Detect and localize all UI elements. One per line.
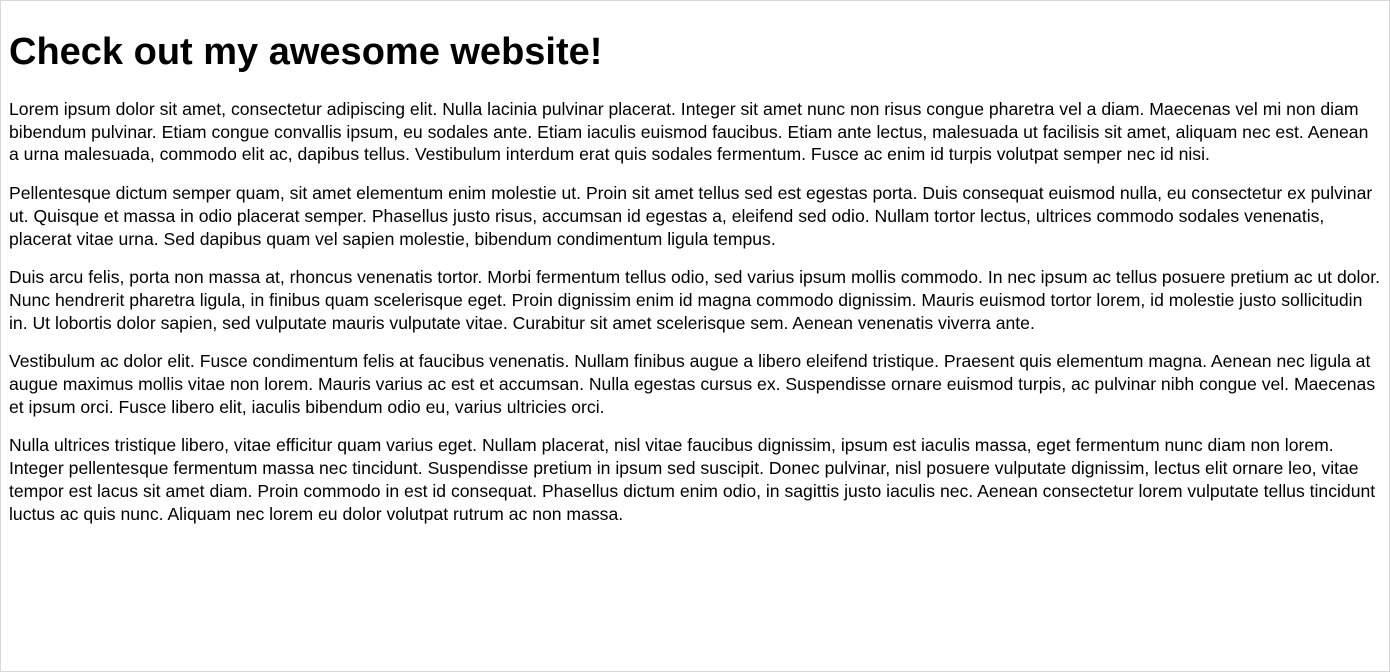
paragraph-3: Duis arcu felis, porta non massa at, rhoncus venenatis tortor. Morbi fermentum tellus odio, sed varius ipsum mollis commodo. In nec ipsum ac tellus posuere pretium ac ut dolor. Nunc hendrerit pharetra ligula, in finibus quam scelerisque eget. Proin dignissim enim id magna commodo dignissim. Mauris euismod tortor lorem, id molestie justo sollicitudin in. Ut lobortis dolor sapien, sed vulputate mauris vulputate vitae. Curabitur sit amet scelerisque sem. Aenean venenatis viverra ante.	[9, 267, 1380, 333]
paragraph-1: Lorem ipsum dolor sit amet, consectetur adipiscing elit. Nulla lacinia pulvinar placerat. Integer sit amet nunc non risus congue pharetra vel a diam. Maecenas vel mi non diam bibendum pulvinar. Etiam congue convallis ipsum, eu sodales ante. Etiam iaculis euismod faucibus. Etiam ante lectus, malesuada ut facilisis sit amet, aliquam nec est. Aenean a urna malesuada, commodo elit ac, dapibus tellus. Vestibulum interdum erat quis sodales fermentum. Fusce ac enim id turpis volutpat semper nec id nisi.	[9, 99, 1369, 165]
page-content	[1, 28, 1389, 525]
paragraph-2: Pellentesque dictum semper quam, sit amet elementum enim molestie ut. Proin sit amet tellus sed est egestas porta. Duis consequat euismod nulla, eu consectetur ex pulvinar ut. Quisque et massa in odio placerat semper. Phasellus justo risus, accumsan id egestas a, eleifend sed odio. Nullam tortor lectus, ultrices commodo sodales venenatis, placerat vitae urna. Sed dapibus quam vel sapien molestie, bibendum condimentum ligula tempus.	[9, 183, 1373, 249]
paragraph-4: Vestibulum ac dolor elit. Fusce condimentum felis at faucibus venenatis. Nullam finibus augue a libero eleifend tristique. Praesent quis elementum magna. Aenean nec ligula at augue maximus mollis vitae non lorem. Mauris varius ac est et accumsan. Nulla egestas cursus ex. Suspendisse ornare euismod turpis, ac pulvinar nibh congue vel. Maecenas et ipsum orci. Fusce libero elit, iaculis bibendum odio eu, varius ultricies orci.	[9, 351, 1376, 417]
paragraph-5: Nulla ultrices tristique libero, vitae efficitur quam varius eget. Nullam placerat, nisl vitae faucibus dignissim, ipsum est iaculis massa, eget fermentum nunc diam non lorem. Integer pellentesque fermentum massa nec tincidunt. Suspendisse pretium in ipsum sed suscipit. Donec pulvinar, nisl posuere vulputate dignissim, lectus elit ornare leo, vitae tempor est lacus sit amet diam. Proin commodo in est id consequat. Phasellus dictum enim odio, in sagittis justo iaculis nec. Aenean consectetur lorem vulputate tellus tincidunt luctus ac quis nunc. Aliquam nec lorem eu dolor volutpat rutrum ac non massa.	[9, 435, 1376, 524]
page-title: Check out my awesome website!	[9, 31, 603, 73]
